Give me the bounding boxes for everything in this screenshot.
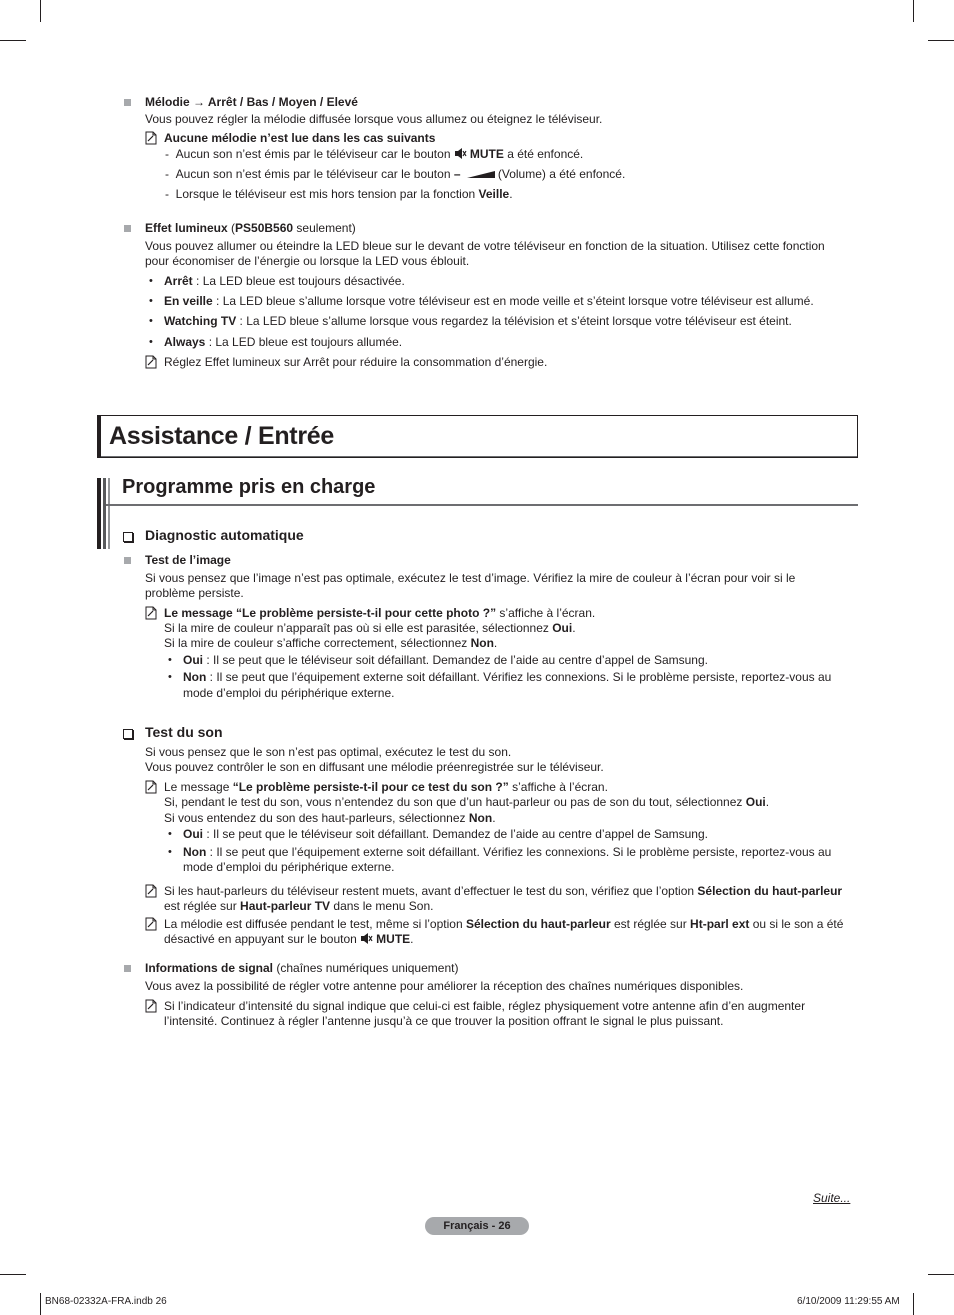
page-title: Assistance / Entrée xyxy=(109,422,334,450)
note-icon xyxy=(144,355,158,369)
text: Effet lumineux xyxy=(145,221,228,235)
signal-note-2: l’intensité. Continuez à régler l’antenne jusqu’à ce que trouver la position offrant le signal le plus puissant. xyxy=(164,1014,724,1028)
text: désactivé en appuyant sur le bouton xyxy=(164,932,357,946)
effet-bullet-2 xyxy=(164,294,814,309)
text: ( xyxy=(227,221,236,235)
text: Oui xyxy=(183,827,203,841)
son-note3-line-1 xyxy=(164,917,843,932)
image-note-line-1 xyxy=(164,606,595,621)
subtitle-bar xyxy=(108,478,110,549)
text: dans le menu Son. xyxy=(330,899,434,913)
text: : Il se peut que le téléviseur soit défaillant. Demandez de l’aide au centre d’appel de Samsung. xyxy=(203,827,708,841)
text: Oui xyxy=(745,795,766,809)
footer-timestamp: 6/10/2009 11:29:55 AM xyxy=(797,1296,900,1307)
son-note2-line-2 xyxy=(164,899,433,914)
dot-bullet-icon: • xyxy=(168,671,172,683)
note-icon xyxy=(144,917,158,931)
dot-bullet-icon: • xyxy=(149,315,153,327)
text: Aucun son n’est émis par le téléviseur car le bouton xyxy=(175,147,451,161)
square-bullet-icon xyxy=(124,965,131,972)
text: Lorsque le téléviseur est mis hors tension par la fonction xyxy=(175,187,476,201)
veille-label: Veille xyxy=(478,187,510,201)
son-heading: Test du son xyxy=(145,724,223,740)
signal-note-1: Si l’indicateur d’intensité du signal indique que celui-ci est faible, réglez physiquement votre antenne afin d’en augmenter xyxy=(164,999,806,1013)
page-number-badge: Français - 26 xyxy=(425,1217,529,1235)
crop-mark xyxy=(928,1274,954,1275)
note-icon xyxy=(144,606,158,620)
text: Si la mire de couleur n’apparaît pas où si elle est parasitée, sélectionnez xyxy=(164,621,553,635)
text: La mélodie est diffusée pendant le test, même si l’option xyxy=(164,917,466,931)
note-icon xyxy=(144,780,158,794)
text: est réglée sur xyxy=(164,899,241,913)
text: Oui xyxy=(183,653,203,667)
image-test-desc-2: problème persiste. xyxy=(145,586,244,600)
effet-bullet-3 xyxy=(164,314,792,329)
effet-bullet-1 xyxy=(164,274,405,289)
dot-bullet-icon: • xyxy=(149,295,153,307)
signal-heading xyxy=(145,961,458,976)
model-label: PS50B560 xyxy=(235,221,294,235)
text: En veille xyxy=(164,294,213,308)
text: Ht-parl ext xyxy=(690,917,750,931)
text: MUTE xyxy=(376,932,411,946)
melodie-note-title: Aucune mélodie n’est lue dans les cas suivants xyxy=(164,131,436,145)
dot-bullet-icon: • xyxy=(168,828,172,840)
crop-mark xyxy=(40,0,41,22)
crop-mark xyxy=(0,40,26,41)
dot-bullet-icon: • xyxy=(149,336,153,348)
mute-icon xyxy=(360,933,373,944)
image-note-line-2 xyxy=(164,621,576,636)
text: Sélection du haut-parleur xyxy=(697,884,843,898)
image-test-heading: Test de l’image xyxy=(145,553,231,567)
melodie-item-3: - Lorsque le téléviseur est mis hors tension par la fonction Veille. xyxy=(165,187,513,201)
note-icon xyxy=(144,999,158,1013)
section-subtitle: Programme pris en charge xyxy=(122,476,376,498)
crop-mark xyxy=(913,1293,914,1315)
text: s’affiche à l’écran. xyxy=(508,780,608,794)
image-non xyxy=(183,670,831,685)
text: Le message xyxy=(164,780,233,794)
dot-bullet-icon: • xyxy=(168,654,172,666)
subtitle-rule xyxy=(106,504,858,506)
text: . xyxy=(410,932,414,946)
crop-mark xyxy=(913,0,914,22)
minus-label: – xyxy=(453,167,461,181)
text: Oui xyxy=(552,621,573,635)
text: (Volume) a été enfoncé. xyxy=(497,167,626,181)
text: : La LED bleue est toujours allumée. xyxy=(205,335,403,349)
text: Si vous entendez du son des haut-parleurs, sélectionnez xyxy=(164,811,469,825)
text: ou si le son a été xyxy=(749,917,844,931)
son-note2-line-1 xyxy=(164,884,842,899)
dot-bullet-icon: • xyxy=(149,275,153,287)
square-bullet-icon xyxy=(124,225,131,232)
text: . xyxy=(765,795,770,809)
melodie-item-1: - Aucun son n’est émis par le téléviseur car le bouton MUTE a été enfoncé. xyxy=(165,147,584,161)
text: Watching TV xyxy=(164,314,237,328)
volume-down-icon xyxy=(466,169,496,179)
melodie-heading: Mélodie → Arrêt / Bas / Moyen / Elevé xyxy=(145,95,358,109)
son-non-cont: mode d’emploi du périphérique externe. xyxy=(183,860,395,874)
text: Non xyxy=(183,845,207,859)
text: : La LED bleue est toujours désactivée. xyxy=(192,274,405,288)
son-note-line-1 xyxy=(164,780,608,795)
text: Non xyxy=(470,636,494,650)
text: : La LED bleue s’allume lorsque vous regardez la télévision et s’éteint lorsque votre téléviseur est éteint. xyxy=(236,314,792,328)
son-non xyxy=(183,845,831,860)
square-bullet-icon xyxy=(124,99,131,106)
image-non-cont: mode d’emploi du périphérique externe. xyxy=(183,686,395,700)
subtitle-bar xyxy=(97,478,101,549)
text: Arrêt xyxy=(164,274,193,288)
son-oui xyxy=(183,827,708,842)
note-icon xyxy=(144,131,158,145)
effet-desc-1: Vous pouvez allumer ou éteindre la LED bleue sur le devant de votre téléviseur en fonction de la situation. Utilisez cette fonction xyxy=(145,239,825,253)
text: : Il se peut que le téléviseur soit défaillant. Demandez de l’aide au centre d’appel de Samsung. xyxy=(203,653,708,667)
checkbox-icon xyxy=(123,729,133,739)
signal-desc: Vous avez la possibilité de régler votre antenne pour améliorer la réception des chaînes numériques disponibles. xyxy=(145,979,744,993)
text: Le message “Le problème persiste-t-il pour cette photo ?” xyxy=(164,606,497,620)
effet-note: Réglez Effet lumineux sur Arrêt pour réduire la consommation d’énergie. xyxy=(164,355,548,369)
text: : La LED bleue s’allume lorsque votre téléviseur est en mode veille et s’éteint lorsque votre téléviseur est allumé. xyxy=(212,294,814,308)
crop-mark xyxy=(40,1293,41,1315)
text: s’affiche à l’écran. xyxy=(496,606,596,620)
suite-link: Suite... xyxy=(813,1191,851,1205)
dot-bullet-icon: • xyxy=(168,846,172,858)
melodie-desc: Vous pouvez régler la mélodie diffusée lorsque vous allumez ou éteignez le téléviseur. xyxy=(145,112,603,126)
mute-label: MUTE xyxy=(469,147,504,161)
crop-mark xyxy=(0,1274,26,1275)
checkbox-icon xyxy=(123,532,133,542)
note-icon xyxy=(144,884,158,898)
text: Aucun son n’est émis par le téléviseur car le bouton xyxy=(175,167,451,181)
text: a été enfoncé. xyxy=(507,147,584,161)
melodie-item-2: - Aucun son n’est émis par le téléviseur car le bouton – (Volume) a été enfoncé. xyxy=(165,167,626,181)
son-note-line-3 xyxy=(164,811,496,826)
image-note-line-3 xyxy=(164,636,497,651)
text: . xyxy=(572,621,576,635)
text: . xyxy=(509,187,513,201)
text: Si les haut-parleurs du téléviseur restent muets, avant d’effectuer le test du son, vérifiez que l’option xyxy=(164,884,698,898)
image-oui xyxy=(183,653,708,668)
text: Non xyxy=(183,670,207,684)
text: (chaînes numériques uniquement) xyxy=(273,961,459,975)
text: Si la mire de couleur s’affiche correctement, sélectionnez xyxy=(164,636,471,650)
son-note3-line-2 xyxy=(164,932,414,947)
text: Always xyxy=(164,335,206,349)
diag-heading: Diagnostic automatique xyxy=(145,527,304,543)
effet-heading xyxy=(145,221,356,236)
text: : Il se peut que l’équipement externe soit défaillant. Vérifiez les connexions. Si le problème persiste, reportez-vous au xyxy=(206,845,832,859)
text: . xyxy=(493,636,498,650)
son-desc-2: Vous pouvez contrôler le son en diffusant une mélodie préenregistrée sur le téléviseur. xyxy=(145,760,604,774)
subtitle-bar xyxy=(103,478,106,549)
son-desc-1: Si vous pensez que le son n’est pas optimal, exécutez le test du son. xyxy=(145,745,512,759)
crop-mark xyxy=(928,40,954,41)
square-bullet-icon xyxy=(124,557,131,564)
text: Si, pendant le test du son, vous n’entendez du son que d’un haut-parleur ou pas de son du tout, sélectionnez xyxy=(164,795,746,809)
effet-bullet-4 xyxy=(164,335,402,350)
effet-desc-2: pour économiser de l’énergie ou lorsque la LED vous éblouit. xyxy=(145,254,470,268)
text: Haut-parleur TV xyxy=(240,899,331,913)
text: . xyxy=(492,811,496,825)
image-test-desc-1: Si vous pensez que l’image n’est pas optimale, exécutez le test d’image. Vérifiez la mire de couleur à l’écran pour voir si le xyxy=(145,571,796,585)
mute-icon xyxy=(454,148,467,159)
text: seulement) xyxy=(293,221,356,235)
text: est réglée sur xyxy=(610,917,691,931)
son-note-line-2 xyxy=(164,795,769,810)
text: Non xyxy=(468,811,493,825)
text: : Il se peut que l’équipement externe soit défaillant. Vérifiez les connexions. Si le problème persiste, reportez-vous au xyxy=(206,670,832,684)
footer-file: BN68-02332A-FRA.indb 26 xyxy=(45,1296,167,1307)
text: “Le problème persiste-t-il pour ce test du son ?” xyxy=(232,780,509,794)
text: Informations de signal xyxy=(145,961,274,975)
title-accent xyxy=(97,415,101,458)
text: Sélection du haut-parleur xyxy=(465,917,611,931)
